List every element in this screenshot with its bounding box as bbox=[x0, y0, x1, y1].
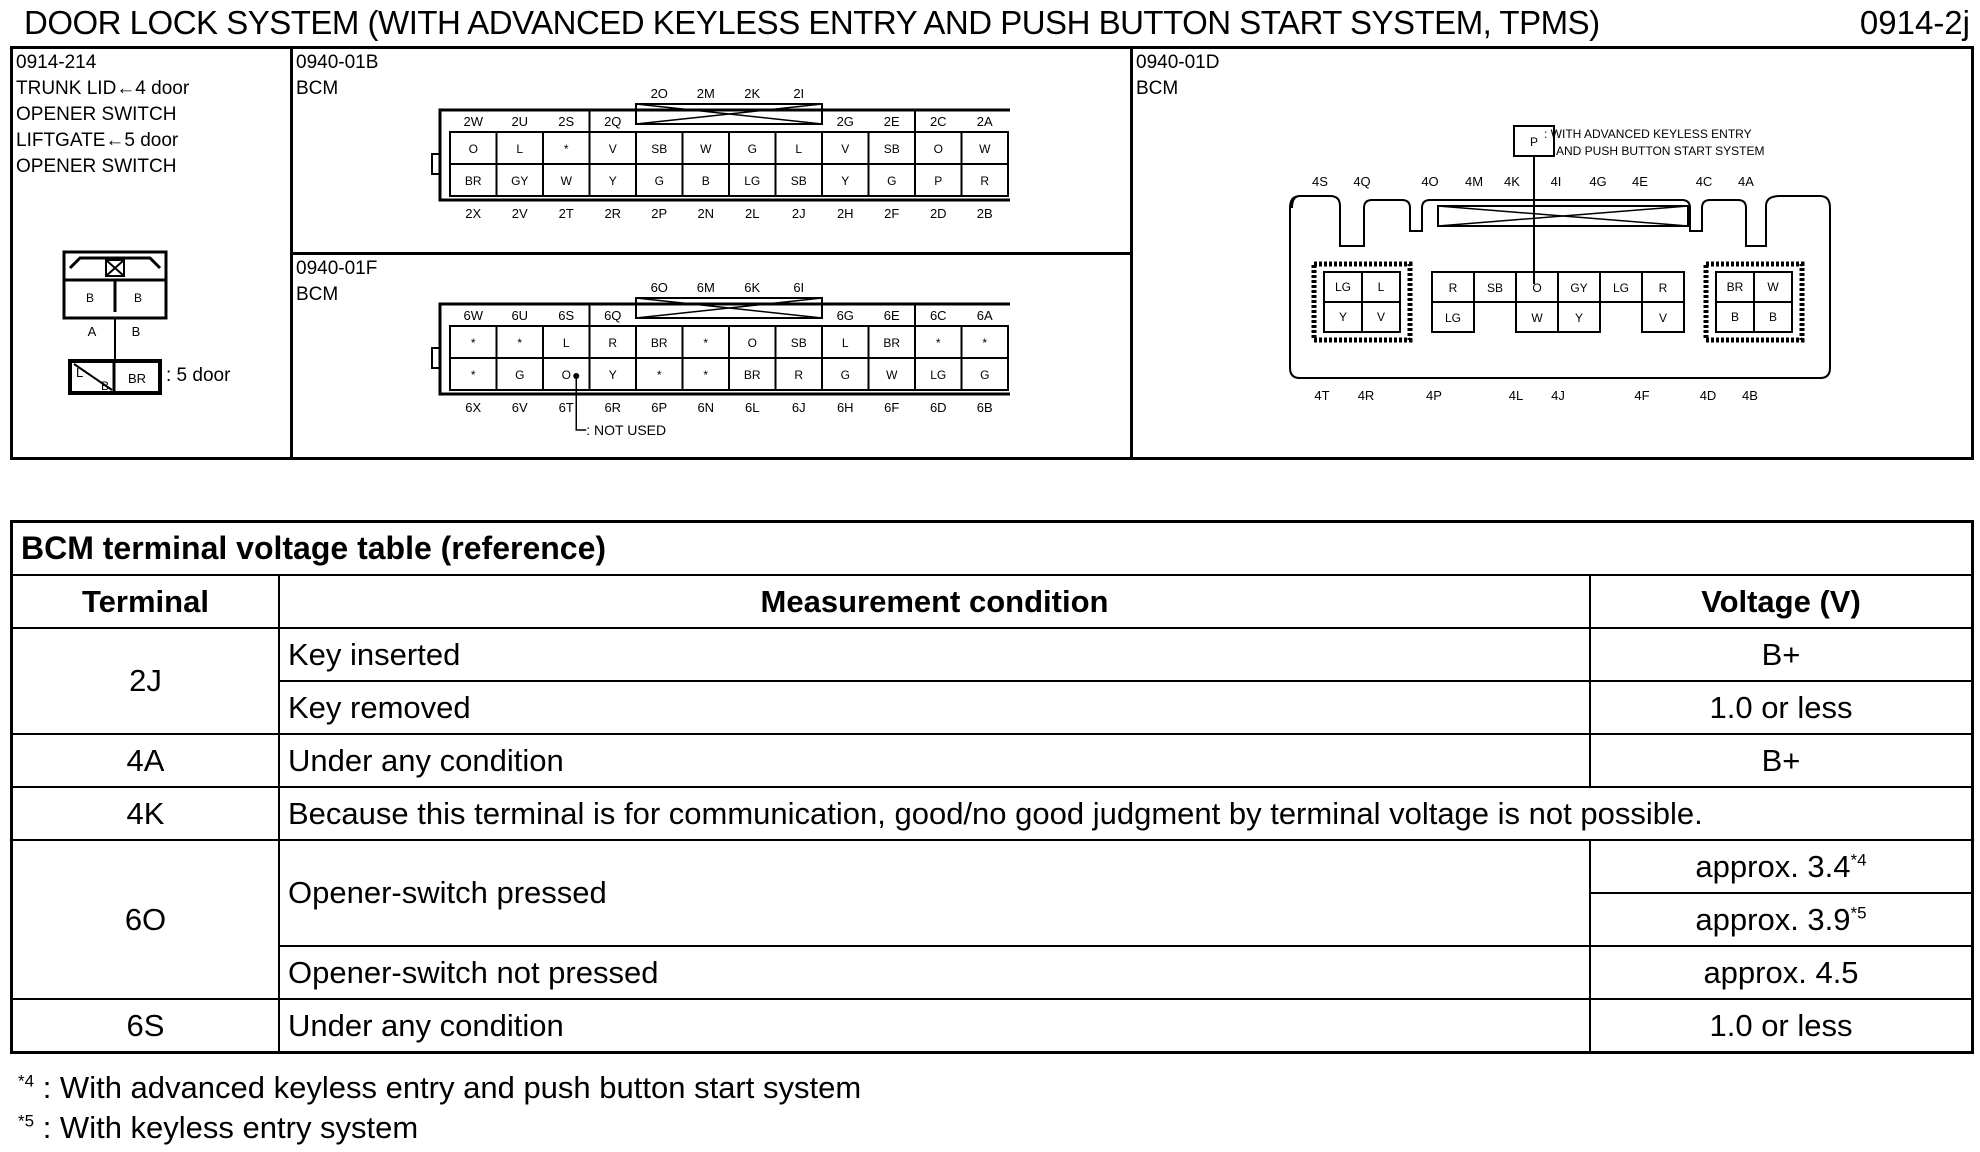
bcm-d-top-label: 4E bbox=[1632, 174, 1648, 189]
bcm-f-bottom-label: 6H bbox=[836, 400, 854, 415]
bcm-b-pin-r2: W bbox=[560, 174, 572, 188]
switch-sym-l: L bbox=[76, 365, 84, 380]
bcm-f-pin-r2: * bbox=[656, 368, 662, 382]
bcm-f-pin-r2: LG bbox=[930, 368, 947, 382]
bcm-f-top-label: 6C bbox=[929, 308, 947, 323]
bcm-b-pin-r1: SB bbox=[883, 142, 900, 156]
page-code: 0914-2j bbox=[1859, 4, 1970, 41]
bcm-b-bottom-label: 2J bbox=[791, 206, 806, 221]
bcm-b-pin-r1: V bbox=[608, 142, 617, 156]
bcm-d-top-label: 4A bbox=[1738, 174, 1754, 189]
bcm-f-pin-r1: R bbox=[608, 336, 618, 350]
bcm-d-top-label: 4O bbox=[1421, 174, 1439, 189]
bcm-d-bottom-label: 4R bbox=[1357, 388, 1375, 403]
bcm-d-bottom-label: 4P bbox=[1426, 388, 1442, 403]
bcm-b-pin-r2: Y bbox=[841, 174, 850, 188]
bcm-f-pin-r1: O bbox=[747, 336, 757, 350]
term-6s: 6S bbox=[12, 999, 280, 1053]
bcm-d-left-pin: V bbox=[1376, 310, 1386, 324]
bcm-d-bottom-label: 4D bbox=[1699, 388, 1717, 403]
bcm-f-top-label: 6S bbox=[558, 308, 575, 323]
bcm-d-bottom-label: 4T bbox=[1314, 388, 1330, 403]
bcm-f-bottom-label: 6X bbox=[465, 400, 482, 415]
bcm-b-bottom-label: 2P bbox=[651, 206, 668, 221]
switch-line3: LIFTGATE←5 door bbox=[16, 130, 179, 151]
bcm-f-top-label: 6G bbox=[836, 308, 854, 323]
bcm-f-bottom-label: 6P bbox=[651, 400, 668, 415]
volt: approx. 3.9$^{*5}$ bbox=[1590, 893, 1973, 946]
bcm-d-pin-r2: V bbox=[1658, 311, 1668, 325]
switch-line4: OPENER SWITCH bbox=[16, 156, 177, 177]
bcm-b-pin-r2: B bbox=[701, 174, 710, 188]
bcm-f-bottom-label: 6L bbox=[745, 400, 760, 415]
bcm-f-pin-r2: BR bbox=[743, 368, 761, 382]
not-used-label: : NOT USED bbox=[586, 422, 667, 438]
bcm-b-bottom-label: 2R bbox=[604, 206, 622, 221]
switch-pin-a: A bbox=[87, 324, 97, 339]
bcm-b-pin-r2: Y bbox=[608, 174, 617, 188]
bcm-f-pin-r1: * bbox=[982, 336, 988, 350]
bcm-f-bottom-label: 6B bbox=[976, 400, 993, 415]
bcm-d-pin-r1: SB bbox=[1486, 281, 1504, 295]
volt: 1.0 or less bbox=[1590, 681, 1973, 734]
bcm-d-top-label: 4I bbox=[1550, 174, 1562, 189]
bcm-f-pin-r2: * bbox=[703, 368, 709, 382]
bcm-f-pin-r2: G bbox=[840, 368, 850, 382]
table-row bbox=[12, 681, 1973, 734]
bcm-b-connector bbox=[420, 80, 1010, 240]
bcm-b-pin-r2: BR bbox=[464, 174, 482, 188]
table-row bbox=[12, 787, 1973, 840]
bcm-f-pin-r1: * bbox=[703, 336, 709, 350]
bcm-f-top-label-upper: 6I bbox=[793, 280, 805, 295]
bcm-f-bottom-label: 6D bbox=[929, 400, 947, 415]
bcm-d-left-pin: L bbox=[1377, 280, 1385, 294]
bcm-f-pin-r1: BR bbox=[883, 336, 901, 350]
bcm-b-bottom-label: 2D bbox=[929, 206, 947, 221]
bcm-b-pin-r2: GY bbox=[511, 174, 529, 188]
switch-pin-b: B bbox=[131, 324, 141, 339]
bcm-d-left-pin: LG bbox=[1334, 280, 1352, 294]
bcm-b-top-label: 2C bbox=[929, 114, 947, 129]
bcm-d-right-pin: BR bbox=[1726, 280, 1744, 294]
bcm-d-pin-r2: Y bbox=[1574, 311, 1584, 325]
legend-line2: AND PUSH BUTTON START SYSTEM bbox=[1556, 144, 1765, 158]
bcm-f-bottom-label: 6T bbox=[558, 400, 574, 415]
bcm-f-bottom-label: 6N bbox=[697, 400, 715, 415]
bcm-f-pin-r1: * bbox=[470, 336, 476, 350]
bcm-b-pin-r1: O bbox=[933, 142, 943, 156]
volt: B+ bbox=[1590, 734, 1973, 787]
voltage-table bbox=[10, 520, 1974, 1054]
col-condition: Measurement condition bbox=[279, 575, 1590, 628]
bcm-b-name: BCM bbox=[296, 78, 339, 99]
bcm-f-top-label: 6U bbox=[511, 308, 529, 323]
bcm-f-pin-r1: BR bbox=[650, 336, 668, 350]
footnote-4: $^{*4}$ : With advanced keyless entry and push button start system bbox=[18, 1070, 862, 1105]
bcm-f-pin-r1: * bbox=[935, 336, 941, 350]
volt: approx. 4.5 bbox=[1590, 946, 1973, 999]
bcm-d-pin-r1: GY bbox=[1570, 281, 1588, 295]
table-row bbox=[12, 628, 1973, 681]
bcm-f-top-label: 6E bbox=[883, 308, 900, 323]
bcm-d-pin-r2: W bbox=[1531, 311, 1543, 325]
table-row bbox=[12, 999, 1973, 1053]
bcm-b-top-label-upper: 2I bbox=[793, 86, 805, 101]
bcm-f-bottom-label: 6F bbox=[884, 400, 900, 415]
bcm-f-pin-r1: L bbox=[841, 336, 849, 350]
table-row bbox=[12, 840, 1973, 893]
bcm-d-name: BCM bbox=[1136, 78, 1179, 99]
bcm-b-pin-r1: L bbox=[516, 142, 524, 156]
bcm-b-top-label-upper: 2K bbox=[744, 86, 761, 101]
bcm-f-bottom-label: 6V bbox=[511, 400, 528, 415]
bcm-b-bottom-label: 2B bbox=[976, 206, 993, 221]
bcm-f-top-label: 6A bbox=[976, 308, 993, 323]
bcm-b-pin-r1: W bbox=[700, 142, 712, 156]
volt: 1.0 or less bbox=[1590, 999, 1973, 1053]
switch-pin-a-color: B bbox=[85, 291, 95, 305]
bcm-d-connector bbox=[1280, 116, 1840, 406]
bcm-b-top-label: 2U bbox=[511, 114, 529, 129]
bcm-f-top-label: 6W bbox=[463, 308, 483, 323]
bcm-b-code: 0940-01B bbox=[296, 52, 379, 73]
bcm-b-top-label-upper: 2O bbox=[650, 86, 668, 101]
bcm-f-pin-r2: Y bbox=[608, 368, 617, 382]
bcm-d-left-pin: Y bbox=[1338, 310, 1348, 324]
bcm-f-top-label-upper: 6M bbox=[696, 280, 715, 295]
cond: Opener-switch pressed bbox=[279, 840, 1590, 946]
cond: Under any condition bbox=[279, 734, 1590, 787]
legend-line1: : WITH ADVANCED KEYLESS ENTRY bbox=[1544, 127, 1752, 141]
bcm-d-pin-r1: O bbox=[1532, 281, 1542, 295]
bcm-b-top-label: 2Q bbox=[604, 114, 622, 129]
bcm-f-top-label-upper: 6K bbox=[744, 280, 761, 295]
table-caption: BCM terminal voltage table (reference) bbox=[12, 522, 1973, 576]
bcm-b-bottom-label: 2L bbox=[745, 206, 760, 221]
bcm-b-bottom-label: 2N bbox=[697, 206, 715, 221]
bcm-b-pin-r1: SB bbox=[651, 142, 668, 156]
bcm-d-bottom-label: 4J bbox=[1551, 388, 1565, 403]
bcm-b-pin-r2: P bbox=[934, 174, 943, 188]
term-6o: 6O bbox=[12, 840, 280, 999]
bcm-d-right-pin: B bbox=[1768, 310, 1778, 324]
bcm-b-top-label: 2S bbox=[558, 114, 575, 129]
page-title: DOOR LOCK SYSTEM (WITH ADVANCED KEYLESS ENTRY AND PUSH BUTTON START SYSTEM, TPMS) bbox=[24, 4, 1600, 41]
bcm-b-bottom-label: 2X bbox=[465, 206, 482, 221]
bcm-b-pin-r2: SB bbox=[790, 174, 807, 188]
bcm-b-pin-r2: G bbox=[654, 174, 664, 188]
bcm-f-connector bbox=[420, 274, 1010, 450]
switch-diagram bbox=[0, 0, 300, 460]
switch-pin-b-color: B bbox=[133, 291, 143, 305]
volt: B+ bbox=[1590, 628, 1973, 681]
bcm-f-bottom-label: 6R bbox=[604, 400, 622, 415]
switch-5door-note: : 5 door bbox=[166, 365, 231, 386]
bcm-b-top-label: 2G bbox=[836, 114, 854, 129]
bcm-b-top-label: 2W bbox=[463, 114, 483, 129]
col-voltage: Voltage (V) bbox=[1590, 575, 1973, 628]
bcm-d-bottom-label: 4L bbox=[1508, 388, 1524, 403]
bcm-b-top-label-upper: 2M bbox=[696, 86, 715, 101]
bcm-f-pin-r2: G bbox=[980, 368, 990, 382]
bcm-d-pin-r1: R bbox=[1658, 281, 1668, 295]
divider-3 bbox=[290, 252, 1132, 255]
bcm-b-pin-r1: * bbox=[563, 142, 569, 156]
col-terminal: Terminal bbox=[12, 575, 280, 628]
bcm-b-pin-r1: V bbox=[841, 142, 850, 156]
bcm-b-pin-r2: R bbox=[980, 174, 990, 188]
bcm-f-pin-r2: W bbox=[886, 368, 898, 382]
term-4a: 4A bbox=[12, 734, 280, 787]
bcm-b-pin-r1: O bbox=[468, 142, 478, 156]
bcm-f-pin-r2: O bbox=[561, 368, 571, 382]
cond: Under any condition bbox=[279, 999, 1590, 1053]
bcm-f-bottom-label: 6J bbox=[791, 400, 806, 415]
switch-line1: TRUNK LID←4 door bbox=[16, 78, 190, 99]
bcm-d-right-pin: W bbox=[1767, 280, 1779, 294]
bcm-b-pin-r2: LG bbox=[744, 174, 761, 188]
bcm-d-bottom-label: 4B bbox=[1742, 388, 1758, 403]
volt: approx. 3.4$^{*4}$ bbox=[1590, 840, 1973, 893]
cond: Because this terminal is for communication, good/no good judgment by terminal voltage is not possible. bbox=[279, 787, 1973, 840]
bcm-d-top-label: 4K bbox=[1504, 174, 1520, 189]
bcm-f-top-label-upper: 6O bbox=[650, 280, 668, 295]
bcm-f-pin-r1: L bbox=[562, 336, 570, 350]
term-2j: 2J bbox=[12, 628, 280, 734]
bcm-d-bottom-label: 4F bbox=[1634, 388, 1650, 403]
cond: Opener-switch not pressed bbox=[279, 946, 1590, 999]
bcm-b-pin-r1: G bbox=[747, 142, 757, 156]
bcm-b-pin-r1: W bbox=[979, 142, 991, 156]
legend-box-label: P bbox=[1529, 135, 1539, 149]
bcm-b-pin-r1: L bbox=[795, 142, 803, 156]
bcm-d-pin-r2: LG bbox=[1444, 311, 1462, 325]
bcm-f-name: BCM bbox=[296, 284, 339, 305]
bcm-b-pin-r2: G bbox=[887, 174, 897, 188]
bcm-d-top-label: 4C bbox=[1695, 174, 1713, 189]
bcm-f-code: 0940-01F bbox=[296, 258, 378, 279]
bcm-d-right-pin: B bbox=[1730, 310, 1740, 324]
switch-line2: OPENER SWITCH bbox=[16, 104, 177, 125]
bcm-b-bottom-label: 2T bbox=[558, 206, 574, 221]
bcm-d-pin-r1: R bbox=[1448, 281, 1458, 295]
bcm-d-top-label: 4M bbox=[1464, 174, 1484, 189]
footnote-5: $^{*5}$ : With keyless entry system bbox=[18, 1110, 419, 1145]
bcm-b-bottom-label: 2V bbox=[511, 206, 528, 221]
switch-code: 0914-214 bbox=[16, 52, 97, 73]
bcm-b-top-label: 2E bbox=[883, 114, 900, 129]
table-row bbox=[12, 946, 1973, 999]
cond: Key removed bbox=[279, 681, 1590, 734]
term-4k: 4K bbox=[12, 787, 280, 840]
switch-sym-b: B bbox=[101, 379, 110, 393]
bcm-d-pin-r1: LG bbox=[1612, 281, 1630, 295]
bcm-d-top-label: 4G bbox=[1589, 174, 1607, 189]
bcm-d-top-label: 4S bbox=[1312, 174, 1328, 189]
bcm-f-pin-r2: * bbox=[470, 368, 476, 382]
bcm-f-pin-r2: G bbox=[515, 368, 525, 382]
bcm-f-pin-r1: SB bbox=[790, 336, 807, 350]
bcm-f-pin-r1: * bbox=[517, 336, 523, 350]
switch-sym-br: BR bbox=[127, 371, 147, 386]
table-row bbox=[12, 734, 1973, 787]
cond: Key inserted bbox=[279, 628, 1590, 681]
bcm-f-pin-r2: R bbox=[794, 368, 804, 382]
bcm-d-code: 0940-01D bbox=[1136, 52, 1220, 73]
bcm-f-top-label: 6Q bbox=[604, 308, 622, 323]
bcm-b-bottom-label: 2F bbox=[884, 206, 900, 221]
bcm-b-top-label: 2A bbox=[976, 114, 993, 129]
bcm-b-bottom-label: 2H bbox=[836, 206, 854, 221]
bcm-d-top-label: 4Q bbox=[1353, 174, 1371, 189]
